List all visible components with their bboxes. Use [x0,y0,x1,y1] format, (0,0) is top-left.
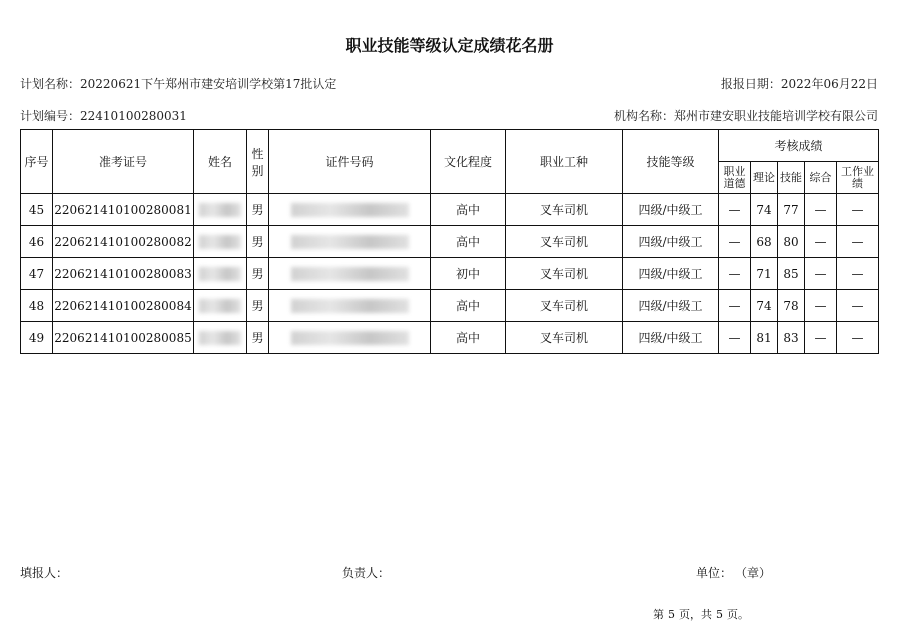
cell-occupation: 叉车司机 [506,258,623,290]
redacted-name [199,331,241,345]
redacted-name [199,235,241,249]
header-seq: 序号 [21,130,53,194]
plan-number [20,107,187,124]
cell-skill: 78 [778,290,805,322]
plan-number-label: 计划编号： [20,109,81,123]
redacted-id [291,267,409,281]
cell-name [194,258,247,290]
cell-seq: 49 [21,322,53,354]
cell-level: 四级/中级工 [623,290,719,322]
cell-theory: 74 [751,194,778,226]
cell-id-no [269,322,431,354]
cell-education: 高中 [431,322,506,354]
cell-work: — [837,194,879,226]
table-row [21,322,879,354]
cell-seq: 45 [21,194,53,226]
cell-ethics: — [719,290,751,322]
cell-gender: 男 [247,226,269,258]
cell-gender: 男 [247,258,269,290]
report-date-label: 报报日期： [720,77,781,91]
cell-seq: 47 [21,258,53,290]
filler-label: 填报人： [20,566,69,580]
header-level: 技能等级 [623,130,719,194]
cell-level: 四级/中级工 [623,322,719,354]
table-row [21,258,879,290]
cell-level: 四级/中级工 [623,226,719,258]
organization-label: 机构名称： [613,109,674,123]
cell-theory: 81 [751,322,778,354]
plan-name-value: 20220621下午郑州市建安培训学校第17批认定 [80,77,337,91]
plan-number-value: 22410100280031 [80,109,187,123]
cell-ethics: — [719,322,751,354]
cell-occupation: 叉车司机 [506,194,623,226]
redacted-id [291,203,409,217]
cell-exam-no: 220621410100280083 [53,258,194,290]
cell-education: 高中 [431,226,506,258]
page-total: 5 [716,608,723,621]
table-row [21,194,879,226]
page-current: 5 [668,608,675,621]
unit-label: 单位： [696,566,733,580]
redacted-name [199,267,241,281]
cell-gender: 男 [247,194,269,226]
cell-id-no [269,258,431,290]
cell-theory: 74 [751,290,778,322]
report-date [721,75,878,92]
cell-exam-no: 220621410100280081 [53,194,194,226]
cell-ethics: — [719,258,751,290]
cell-id-no [269,194,431,226]
header-name: 姓名 [194,130,247,194]
cell-education: 高中 [431,194,506,226]
cell-work: — [837,258,879,290]
header-composite: 综合 [805,162,837,194]
table-row [21,290,879,322]
cell-composite: — [805,226,837,258]
header-skill: 技能 [778,162,805,194]
header-theory: 理论 [751,162,778,194]
cell-composite: — [805,194,837,226]
cell-ethics: — [719,226,751,258]
header-occupation: 职业工种 [506,130,623,194]
header-education: 文化程度 [431,130,506,194]
cell-work: — [837,290,879,322]
redacted-name [199,203,241,217]
cell-occupation: 叉车司机 [506,322,623,354]
cell-work: — [837,226,879,258]
cell-occupation: 叉车司机 [506,290,623,322]
cell-name [194,290,247,322]
cell-skill: 83 [778,322,805,354]
cell-gender: 男 [247,290,269,322]
cell-skill: 80 [778,226,805,258]
cell-composite: — [805,290,837,322]
cell-education: 高中 [431,290,506,322]
header-id-no: 证件号码 [269,130,431,194]
seal-label: （章） [735,566,772,580]
cell-composite: — [805,258,837,290]
cell-occupation: 叉车司机 [506,226,623,258]
plan-name-label: 计划名称： [20,77,81,91]
responsible-label: 负责人： [342,566,391,580]
cell-composite: — [805,322,837,354]
cell-seq: 48 [21,290,53,322]
organization-name [614,107,878,124]
cell-id-no [269,226,431,258]
cell-theory: 68 [751,226,778,258]
page-title: 职业技能等级认定成绩花名册 [345,36,554,55]
cell-education: 初中 [431,258,506,290]
cell-exam-no: 220621410100280085 [53,322,194,354]
header-work: 工作业绩 [837,162,879,194]
page-number [651,606,751,622]
cell-name [194,322,247,354]
cell-exam-no: 220621410100280082 [53,226,194,258]
page-suffix: 页。 [727,608,749,621]
redacted-id [291,331,409,345]
redacted-id [291,299,409,313]
organization-value: 郑州市建安职业技能培训学校有限公司 [673,109,878,123]
header-exam-no: 准考证号 [53,130,194,194]
cell-ethics: — [719,194,751,226]
cell-exam-no: 220621410100280084 [53,290,194,322]
cell-work: — [837,322,879,354]
cell-seq: 46 [21,226,53,258]
redacted-name [199,299,241,313]
page-mid: 页，共 [679,608,712,621]
header-scores: 考核成绩 [719,130,879,162]
table-row [21,226,879,258]
cell-id-no [269,290,431,322]
cell-gender: 男 [247,322,269,354]
cell-skill: 85 [778,258,805,290]
cell-name [194,226,247,258]
cell-name [194,194,247,226]
header-ethics: 职业道德 [719,162,751,194]
redacted-id [291,235,409,249]
cell-skill: 77 [778,194,805,226]
cell-theory: 71 [751,258,778,290]
score-roster-table [20,129,879,354]
cell-level: 四级/中级工 [623,258,719,290]
header-gender: 性别 [247,130,269,194]
plan-name [20,75,336,92]
page-prefix: 第 [653,608,664,621]
cell-level: 四级/中级工 [623,194,719,226]
report-date-value: 2022年06月22日 [780,77,878,91]
